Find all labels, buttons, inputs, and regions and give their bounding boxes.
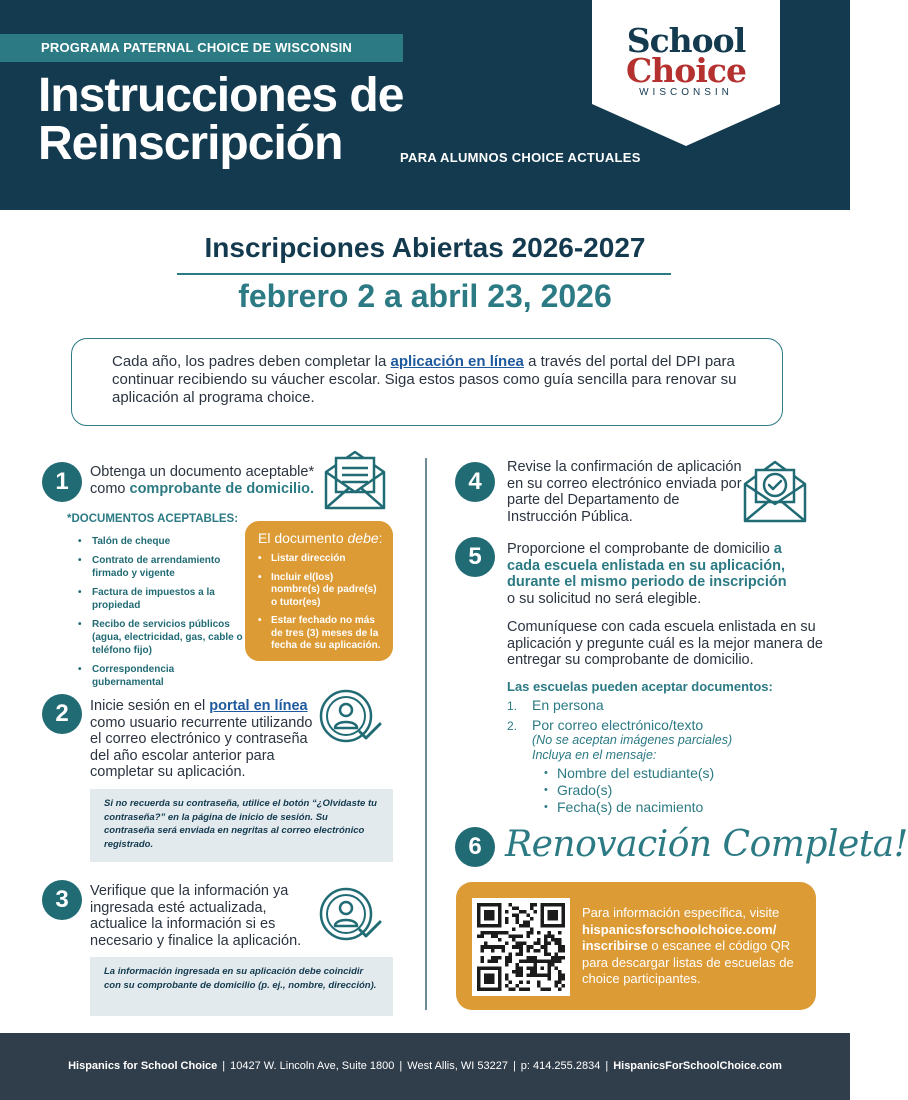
requirements-list xyxy=(258,553,383,653)
method-2-number: 2. xyxy=(507,719,518,733)
logo-choice-text: Choice xyxy=(626,51,746,90)
step-4-text: Revise la confirmación de aplicación en su correo electrónico enviada por parte del Departamento de Instrucción Pública. xyxy=(507,459,742,525)
acceptable-docs-title: *DOCUMENTOS ACEPTABLES: xyxy=(67,513,239,525)
online-application-link[interactable]: aplicación en línea xyxy=(390,353,524,370)
user-login-icon xyxy=(318,688,384,746)
method-email-text xyxy=(507,717,817,733)
list-item: • Grado(s) xyxy=(544,782,817,799)
logo-state-text: WISCONSIN xyxy=(639,87,733,98)
logo-school-text: School xyxy=(626,21,746,60)
qr-info-after: o escanee el código QR para descargar listas de escuelas de choice participantes. xyxy=(582,938,794,986)
list-item: • Incluir el(los) nombre(s) de padre(s) o tutor(es) xyxy=(258,572,383,610)
footer xyxy=(0,1033,850,1100)
step-5-text-bold: a cada escuela enlistada en su aplicación, durante el mismo periodo de inscripción xyxy=(507,541,787,590)
document-requirements-box xyxy=(245,521,393,661)
acceptable-docs-list xyxy=(78,535,248,695)
qr-info-before: Para información específica, visite xyxy=(582,905,780,920)
list-item: • Recibo de servicios públicos (agua, electricidad, gas, cable o teléfono fijo) xyxy=(78,618,248,657)
page-subtitle: PARA ALUMNOS CHOICE ACTUALES xyxy=(400,150,641,165)
step-2-badge: 2 xyxy=(42,694,82,734)
online-portal-link[interactable]: portal en línea xyxy=(209,698,308,714)
step-5-text xyxy=(507,541,797,607)
requirements-title-prefix: El documento xyxy=(258,530,348,546)
requirements-title-suffix: : xyxy=(378,530,383,546)
list-item: • Talón de cheque xyxy=(78,535,248,548)
method-2-label: Por correo electrónico/texto xyxy=(532,717,704,733)
list-item: • Contrato de arrendamiento firmado y vigente xyxy=(78,554,248,580)
step-1-text-bold: comprobante de domicilio. xyxy=(129,480,314,497)
list-item: • Estar fechado no más de tres (3) meses de la fecha de su aplicación. xyxy=(258,615,383,653)
page-title xyxy=(38,69,404,170)
step-5-badge: 5 xyxy=(455,537,495,577)
footer-address: 10427 W. Lincoln Ave, Suite 1800 xyxy=(230,1060,395,1072)
qr-code[interactable] xyxy=(472,898,570,996)
title-divider xyxy=(177,273,671,275)
qr-code-icon xyxy=(477,903,565,991)
requirements-title xyxy=(258,530,383,546)
intro-text-after: a través del portal del DPI para continuar recibiendo su váucher escolar. Siga estos pasos como guía sencilla para renovar su aplicación al programa choice. xyxy=(112,353,737,406)
step-3-text: Verifique que la información ya ingresada esté actualizada, actualice la información si es necesario y finalice la aplicación. xyxy=(90,883,302,949)
step-2-text-after: como usuario recurrente utilizando el correo electrónico y contraseña del año escolar anterior para completar su aplicación. xyxy=(90,714,313,780)
footer-separator: | xyxy=(399,1060,403,1072)
renewal-complete-title: Renovación Completa! xyxy=(505,824,908,865)
step-5-text-before: Proporcione el comprobante de domicilio xyxy=(507,541,774,557)
include-list xyxy=(507,765,817,816)
list-item: • Nombre del estudiante(s) xyxy=(544,765,817,782)
program-band xyxy=(0,34,403,62)
step-4-badge: 4 xyxy=(455,462,495,502)
signup-link[interactable]: hispanicsforschoolchoice.com/ inscribirse xyxy=(582,921,777,953)
intro-box xyxy=(71,338,783,426)
method-in-person xyxy=(507,697,817,713)
step-2-text xyxy=(90,698,318,781)
step-5-text-after: o su solicitud no será elegible. xyxy=(507,590,702,607)
list-item: • Correspondencia gubernamental xyxy=(78,663,248,689)
footer-phone: p: 414.255.2834 xyxy=(520,1060,601,1072)
info-match-note: La información ingresada en su aplicación debe coincidir con su comprobante de domicilio (p. ej., nombre, dirección). xyxy=(90,957,393,1016)
enrollment-dates: febrero 2 a abril 23, 2026 xyxy=(238,278,612,314)
email-confirmation-icon xyxy=(742,458,808,524)
footer-website-link[interactable]: HispanicsForSchoolChoice.com xyxy=(613,1060,782,1072)
step-5-contact-text: Comuníquese con cada escuela enlistada en su aplicación y pregunte cuál es la mejor manera de entregar su comprobante de domicilio. xyxy=(507,619,823,668)
step-6-badge: 6 xyxy=(455,827,495,867)
footer-org: Hispanics for School Choice xyxy=(68,1060,218,1072)
envelope-document-icon xyxy=(323,446,387,510)
enrollment-title: Inscripciones Abiertas 2026-2027 xyxy=(204,232,646,263)
footer-separator: | xyxy=(512,1060,516,1072)
partial-images-note: (No se aceptan imágenes parciales) xyxy=(532,733,733,747)
step-2-text-before: Inicie sesión en el xyxy=(90,698,210,714)
qr-info-text xyxy=(582,905,804,988)
delivery-methods xyxy=(507,697,817,816)
school-choice-logo xyxy=(592,0,780,148)
title-line-1: Instrucciones de xyxy=(38,69,404,122)
step-1-badge: 1 xyxy=(42,462,82,502)
method-1-number: 1. xyxy=(507,699,518,713)
method-1-label: En persona xyxy=(532,697,604,713)
requirements-title-em: debe xyxy=(347,530,379,546)
step-1-text-main: Obtenga un documento aceptable* como xyxy=(90,464,315,497)
user-verify-icon xyxy=(318,886,384,944)
title-line-2: Reinscripción xyxy=(38,117,343,170)
program-label: PROGRAMA PATERNAL CHOICE DE WISCONSIN xyxy=(41,40,352,55)
methods-title: Las escuelas pueden aceptar documentos: xyxy=(507,679,773,694)
qr-info-box xyxy=(456,882,816,1010)
footer-separator: | xyxy=(605,1060,609,1072)
column-divider xyxy=(425,458,427,1010)
password-note: Si no recuerda su contraseña, utilice el botón “¿Olvidaste tu contraseña?” en la página de inicio de sesión. Su contraseña será enviada en negritas al correo electrónico registrado. xyxy=(90,789,393,862)
header-banner xyxy=(0,0,850,210)
step-3-badge: 3 xyxy=(42,880,82,920)
list-item: • Fecha(s) de nacimiento xyxy=(544,799,817,816)
include-note: Incluya en el mensaje: xyxy=(532,747,657,762)
footer-separator: | xyxy=(222,1060,226,1072)
footer-city: West Allis, WI 53227 xyxy=(407,1060,508,1072)
intro-text-before: Cada año, los padres deben completar la xyxy=(112,353,391,370)
step-1-text xyxy=(90,464,325,497)
list-item: • Factura de impuestos a la propiedad xyxy=(78,586,248,612)
list-item: • Listar dirección xyxy=(258,553,383,566)
